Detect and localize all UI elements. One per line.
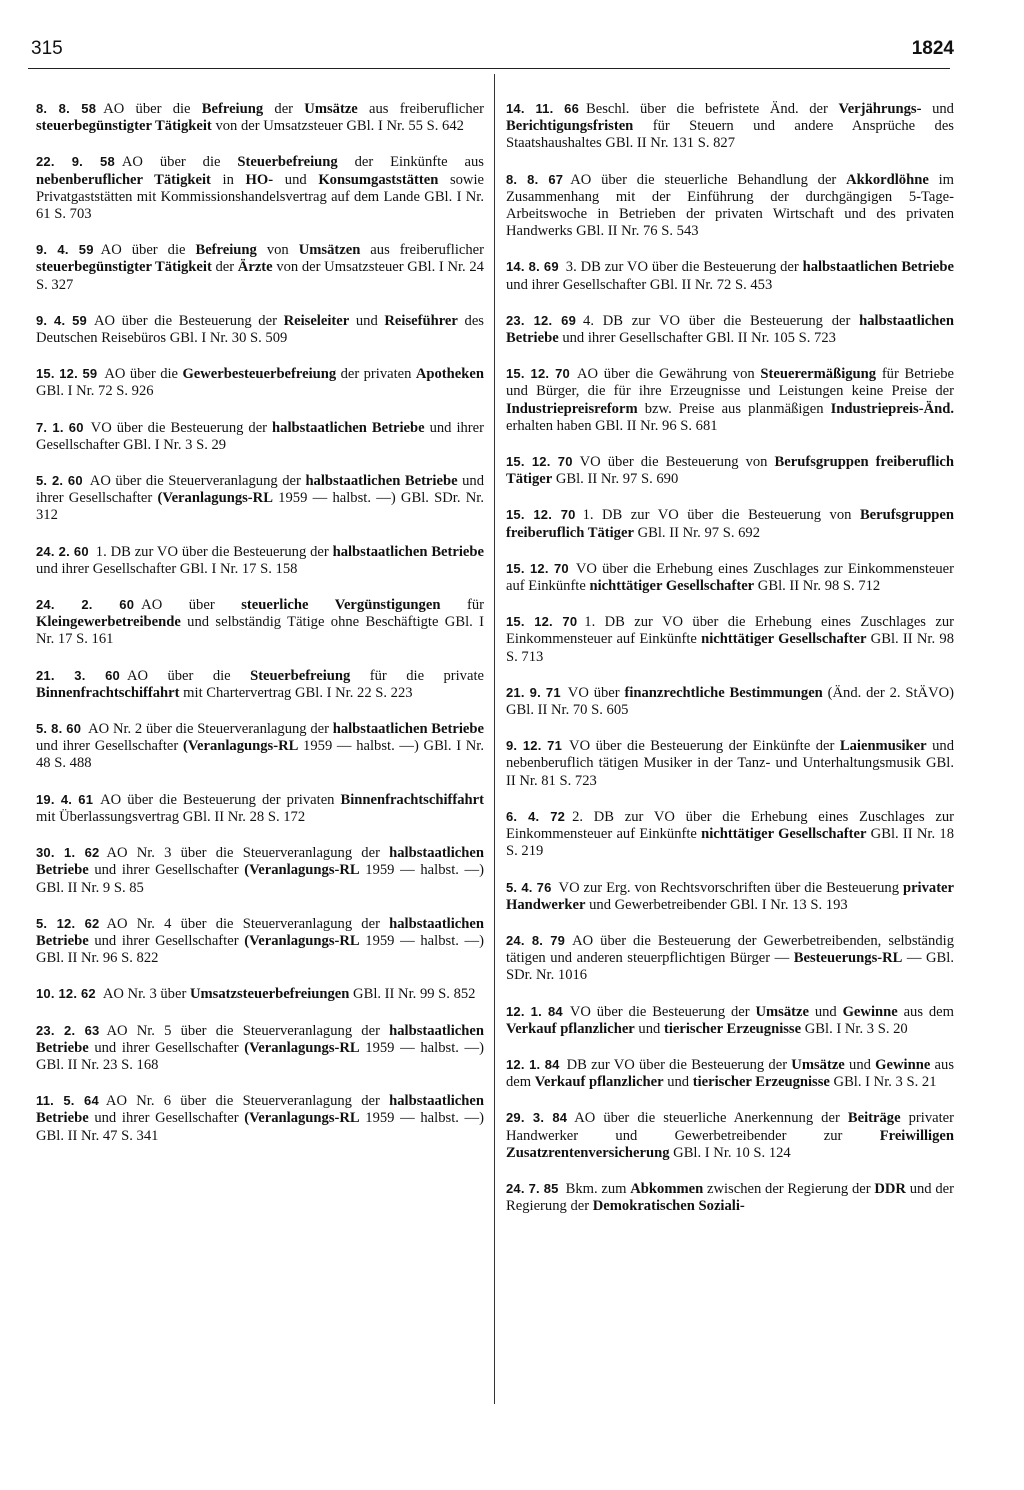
entry-text: AO Nr. 6 über die Steuerveranlagung der halbstaatlichen Betriebe und ihrer Gesellschafter (Veranlagungs-RL 1959 — halbst. —) GBl. II Nr. 47 S. 341 <box>36 1093 485 1144</box>
law-entry <box>506 506 954 541</box>
entry-text: VO zur Erg. von Rechtsvorschriften über die Besteuerung privater Handwerker und Gewerbetreibender GBl. I Nr. 13 S. 193 <box>506 879 955 913</box>
law-entry <box>36 153 484 223</box>
entry-text: AO über die Befreiung von Umsätzen aus freiberuflicher steuerbegünstigter Tätigkeit der Ärzte von der Umsatzsteuer GBl. I Nr. 24 S. 327 <box>36 242 485 293</box>
entry-date: 9. 4. 59 <box>36 312 87 328</box>
entry-text: AO Nr. 2 über die Steuerveranlagung der halbstaatlichen Betriebe und ihrer Gesellschafter (Veranlagungs-RL 1959 — halbst. —) GBl. I Nr. 48 S. 488 <box>36 721 484 772</box>
entry-text: AO über die Besteuerung der Gewerbetreibenden, selbständig tätigen und anderen steuerpflichtigen Bürger — Besteuerungs-RL — GBl. SDr. Nr. 1016 <box>506 932 954 984</box>
law-entry <box>36 915 484 968</box>
entry-text: VO über die Erhebung eines Zuschlages zur Einkommensteuer auf Einkünfte nichttätiger Gesellschafter GBl. II Nr. 98 S. 712 <box>506 560 954 595</box>
entry-text: AO über die Gewerbesteuerbefreiung der privaten Apotheken GBl. I Nr. 72 S. 926 <box>36 366 484 400</box>
entry-date: 24. 8. 79 <box>506 932 566 948</box>
entry-date: 5. 12. 62 <box>36 915 100 931</box>
entry-date: 23. 12. 69 <box>506 312 577 328</box>
entry-date: 8. 8. 58 <box>36 101 97 116</box>
entry-date: 24. 2. 60 <box>36 597 135 613</box>
law-entry <box>36 100 484 135</box>
entry-date: 15. 12. 70 <box>506 507 576 523</box>
law-entry <box>36 543 484 578</box>
entry-date: 5. 4. 76 <box>506 879 552 895</box>
entry-date: 29. 3. 84 <box>506 1110 568 1126</box>
law-entry <box>36 596 484 649</box>
law-entry <box>506 684 954 719</box>
law-entry <box>36 419 484 454</box>
entry-text: AO über die steuerliche Behandlung der Akkordlöhne im Zusammenhang mit der Einführung der durchgängigen 5-Tage-Arbeitswoche in Betrieben der privaten Wirtschaft und des privaten Handwerks GBl. II Nr. 76 S. 543 <box>506 171 954 240</box>
entry-date: 30. 1. 62 <box>36 845 100 861</box>
entry-date: 11. 5. 64 <box>36 1093 99 1109</box>
law-entry <box>36 791 484 826</box>
entry-text: 1. DB zur VO über die Besteuerung der halbstaatlichen Betriebe und ihrer Gesellschafter GBl. I Nr. 17 S. 158 <box>36 543 484 577</box>
column-divider <box>494 74 495 1404</box>
entry-date: 15. 12. 70 <box>506 366 570 382</box>
entry-text: 3. DB zur VO über die Besteuerung der halbstaatlichen Betriebe und ihrer Gesellschafter GBl. II Nr. 72 S. 453 <box>506 259 954 293</box>
entry-date: 9. 4. 59 <box>36 242 94 258</box>
entry-text: AO über die Steuerveranlagung der halbstaatlichen Betriebe und ihrer Gesellschafter (Veranlagungs-RL 1959 — halbst. —) GBl. SDr. Nr. 312 <box>36 473 485 524</box>
law-entry <box>506 1056 954 1091</box>
law-entry <box>506 1180 954 1215</box>
law-entry <box>506 932 954 985</box>
entry-date: 8. 8. 67 <box>506 171 564 187</box>
entry-text: AO über die steuerliche Anerkennung der Beiträge privater Handwerker und Gewerbetreibender zur Freiwilligen Zusatzrentenversicherung GBl. I Nr. 10 S. 124 <box>506 1110 954 1161</box>
law-entry <box>36 1022 484 1075</box>
entry-date: 24. 2. 60 <box>36 543 89 559</box>
entry-date: 6. 4. 72 <box>506 808 566 824</box>
entry-date: 15. 12. 70 <box>506 560 569 576</box>
entry-text: AO Nr. 5 über die Steuerveranlagung der halbstaatlichen Betriebe und ihrer Gesellschafter (Veranlagungs-RL 1959 — halbst. —) GBl. II Nr. 23 S. 168 <box>36 1022 485 1073</box>
header-rule <box>28 68 950 69</box>
left-column <box>36 100 484 1163</box>
law-entry <box>506 365 954 435</box>
entry-date: 22. 9. 58 <box>36 154 115 170</box>
entry-text: Beschl. über die befristete Änd. der Verjährungs- und Berichtigungsfristen für Steuern und andere Ansprüche des Staatshaushaltes GBl. II Nr. 131 S. 827 <box>506 101 954 152</box>
entry-date: 21. 3. 60 <box>36 667 120 683</box>
law-entry <box>36 312 484 347</box>
entry-date: 15. 12. 70 <box>506 454 573 470</box>
entry-date: 10. 12. 62 <box>36 986 96 1002</box>
entry-date: 5. 8. 60 <box>36 721 82 737</box>
law-entry <box>506 1109 954 1162</box>
law-entry <box>506 171 954 241</box>
entry-text: Bkm. zum Abkommen zwischen der Regierung der DDR und der Regierung der Demokratischen Soziali- <box>506 1180 954 1215</box>
entry-date: 14. 11. 66 <box>506 101 580 116</box>
entry-date: 15. 12. 70 <box>506 614 578 630</box>
law-entry <box>36 667 484 702</box>
law-entry <box>36 365 484 400</box>
entry-text: AO Nr. 4 über die Steuerveranlagung der halbstaatlichen Betriebe und ihrer Gesellschafter (Veranlagungs-RL 1959 — halbst. —) GBl. II Nr. 96 S. 822 <box>36 915 485 967</box>
law-entry <box>36 472 484 525</box>
entry-text: AO Nr. 3 über die Steuerveranlagung der halbstaatlichen Betriebe und ihrer Gesellschafter (Veranlagungs-RL 1959 — halbst. —) GBl. II Nr. 9 S. 85 <box>36 845 485 896</box>
entry-text: AO über die Besteuerung der privaten Binnenfrachtschiffahrt mit Überlassungsvertrag GBl. II Nr. 28 S. 172 <box>36 791 484 825</box>
entry-date: 23. 2. 63 <box>36 1022 100 1038</box>
entry-date: 24. 7. 85 <box>506 1180 559 1196</box>
entry-date: 12. 1. 84 <box>506 1056 560 1072</box>
law-entry <box>506 737 954 790</box>
entry-date: 9. 12. 71 <box>506 738 563 754</box>
entry-date: 14. 8. 69 <box>506 259 559 275</box>
law-entry <box>506 560 954 595</box>
entry-text: VO über die Besteuerung der halbstaatlichen Betriebe und ihrer Gesellschafter GBl. I Nr. 3 S. 29 <box>36 419 484 453</box>
law-entry <box>506 312 954 347</box>
entry-text: AO über die Steuerbefreiung für die private Binnenfrachtschiffahrt mit Chartervertrag GBl. I Nr. 22 S. 223 <box>36 667 484 701</box>
entry-text: AO über die Gewährung von Steuerermäßigung für Betriebe und Bürger, die für ihre Erzeugnisse und Leistungen keine Preise der Industriepreisreform bzw. Preise aus planmäßigen Industriepreis-Änd. erhalten haben GBl. II Nr. 96 S. 681 <box>506 366 954 434</box>
law-entry <box>506 258 954 293</box>
law-entry <box>36 241 484 294</box>
law-entry <box>36 720 484 773</box>
entry-text: AO über die Besteuerung der Reiseleiter und Reiseführer des Deutschen Reisebüros GBl. I Nr. 30 S. 509 <box>36 312 484 347</box>
entry-date: 21. 9. 71 <box>506 684 561 700</box>
law-entry <box>506 453 954 488</box>
page-number-left: 315 <box>31 38 63 59</box>
entry-text: AO über die Steuerbefreiung der Einkünfte aus nebenberuflicher Tätigkeit in HO- und Konsumgaststätten sowie Privatgaststätten mit Kommissionshandelsvertrag auf dem Lande GBl. I Nr. 61 S. 703 <box>36 154 485 223</box>
entry-text: DB zur VO über die Besteuerung der Umsätze und Gewinne aus dem Verkauf pflanzlicher und tierischer Erzeugnisse GBl. I Nr. 3 S. 21 <box>506 1056 955 1091</box>
entry-text: VO über finanzrechtliche Bestimmungen (Änd. der 2. StÄVO) GBl. II Nr. 70 S. 605 <box>506 684 955 719</box>
entry-date: 19. 4. 61 <box>36 791 94 807</box>
entry-text: VO über die Besteuerung der Einkünfte der Laienmusiker und nebenberuflich tätigen Musiker in der Tanz- und Unterhaltungsmusik GBl. II Nr. 81 S. 723 <box>506 738 954 789</box>
law-entry <box>36 1092 484 1145</box>
law-entry <box>506 879 954 914</box>
entry-text: 2. DB zur VO über die Erhebung eines Zuschlages zur Einkommensteuer auf Einkünfte nichttätiger Gesellschafter GBl. II Nr. 18 S. 219 <box>506 808 954 860</box>
law-entry <box>506 808 954 861</box>
entry-text: VO über die Besteuerung der Umsätze und Gewinne aus dem Verkauf pflanzlicher und tierischer Erzeugnisse GBl. I Nr. 3 S. 20 <box>506 1003 954 1037</box>
law-entry <box>506 1003 954 1038</box>
entry-text: 4. DB zur VO über die Besteuerung der halbstaatlichen Betriebe und ihrer Gesellschafter GBl. II Nr. 105 S. 723 <box>506 312 954 347</box>
entry-date: 7. 1. 60 <box>36 419 84 435</box>
right-column <box>506 100 954 1233</box>
page-header <box>0 38 1024 68</box>
entry-text: 1. DB zur VO über die Erhebung eines Zuschlages zur Einkommensteuer auf Einkünfte nichttätiger Gesellschafter GBl. II Nr. 98 S. 713 <box>506 614 954 665</box>
entry-date: 15. 12. 59 <box>36 366 98 382</box>
entry-text: AO Nr. 3 über Umsatzsteuerbefreiungen GBl. II Nr. 99 S. 852 <box>102 986 476 1003</box>
law-entry <box>506 613 954 666</box>
entry-text: AO über die Befreiung der Umsätze aus freiberuflicher steuerbegünstigter Tätigkeit von der Umsatzsteuer GBl. I Nr. 55 S. 642 <box>36 101 484 135</box>
entry-date: 5. 2. 60 <box>36 473 83 489</box>
law-entry <box>36 985 484 1003</box>
law-entry <box>36 844 484 897</box>
entry-date: 12. 1. 84 <box>506 1003 563 1019</box>
entry-text: VO über die Besteuerung von Berufsgruppen freiberuflich Tätiger GBl. II Nr. 97 S. 690 <box>506 454 954 488</box>
entry-text: AO über steuerliche Vergünstigungen für Kleingewerbetreibende und selbständig Tätige ohne Beschäftigte GBl. I Nr. 17 S. 161 <box>36 597 484 648</box>
entry-text: 1. DB zur VO über die Besteuerung von Berufsgruppen freiberuflich Tätiger GBl. II Nr. 97 S. 692 <box>506 507 955 541</box>
page-number-right: 1824 <box>911 38 954 59</box>
law-entry <box>506 100 954 153</box>
